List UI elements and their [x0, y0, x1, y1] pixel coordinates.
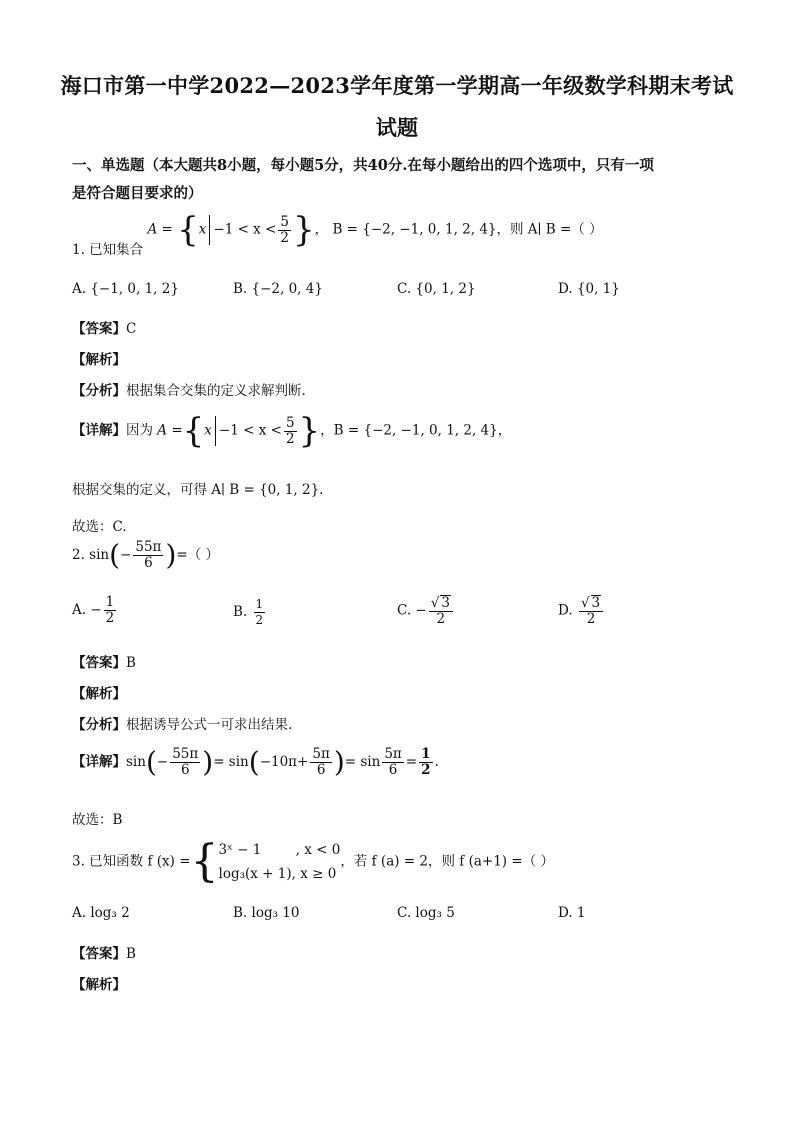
- q2-frac-num: 55π: [135, 539, 162, 555]
- q3-case1-cond: , x < 0: [295, 842, 341, 858]
- q1-setA-lhs: A =: [147, 221, 173, 238]
- q1-detail-setA-cond: −1 < x <: [218, 422, 282, 439]
- question-3-stem: 3. 已知函数 f (x) ={ 3ˣ − 1 , x < 0 log₃(x + 1), x ≥ 0 ，若 f (a) = 2，则 f (a+1) =（ ）: [72, 836, 554, 887]
- q2-option-d: D. $\frac{√ 3}{2}$: [558, 595, 605, 627]
- q1-tail: ，则 A∣ B =（ ）: [496, 221, 603, 238]
- q3-option-c: C. log₃ 5: [397, 905, 455, 921]
- q1-option-c: C. {0, 1, 2}: [397, 281, 476, 297]
- q3-answer-label: 【答案】: [72, 946, 126, 962]
- q2-detail-end: .: [434, 754, 439, 770]
- q1-option-d: D. {0, 1}: [558, 281, 620, 297]
- q2-detail-frac1-num: 55π: [172, 746, 199, 762]
- q3-case2-expr: log₃(x + 1),: [218, 866, 296, 882]
- question-2-stem: 2. sin(− $\frac{55\pi}{6}$ )=（ ）: [72, 538, 219, 572]
- q2-detail-frac1-den: 6: [180, 762, 190, 778]
- q1-detail-prefix: 因为: [126, 422, 153, 439]
- question-1-stem: 1. 已知集合 A = {x −1 < x < $\frac{5}{2}$ }， B = {−2, −1, 0, 1, 2, 4}，则 A∣ B =（ ）: [72, 210, 603, 258]
- q2-detail-frac3-num: 5π: [384, 746, 402, 762]
- q2-fenxi-label: 【分析】: [72, 717, 126, 733]
- q2-option-a-num: 1: [105, 594, 115, 610]
- q1-answer: [72, 317, 136, 337]
- q2-option-d-num: 3: [591, 595, 601, 611]
- q3-option-b: B. log₃ 10: [233, 905, 300, 921]
- q2-detail-frac2-den: 6: [316, 762, 326, 778]
- q2-option-d-den: 2: [586, 611, 596, 627]
- q2-option-a-den: 2: [105, 610, 115, 626]
- q1-detail-label: 【详解】: [72, 422, 126, 439]
- q3-prefix: 3. 已知函数 f (x) =: [72, 853, 191, 870]
- q1-detail-frac-num: 5: [285, 414, 295, 431]
- q2-option-b-den: 2: [255, 613, 264, 627]
- q3-case2-cond: x ≥ 0: [300, 866, 337, 882]
- q2-detail-eq1: = sin: [213, 754, 249, 770]
- q2-option-c-den: 2: [436, 611, 446, 627]
- section-heading-line2: 是符合题目要求的）: [72, 185, 203, 202]
- q2-detail-sin1: sin: [126, 754, 146, 770]
- q2-option-b: [233, 597, 267, 628]
- q1-analysis-label: 【解析】: [72, 352, 126, 368]
- q3-option-d: D. 1: [558, 905, 586, 921]
- q1-fenxi: [72, 379, 306, 399]
- q2-answer-value: B: [126, 655, 136, 671]
- q1-detail-setB: ，B = {−2, −1, 0, 1, 2, 4}，: [320, 422, 512, 439]
- q1-detail-line2: 根据交集的定义，可得 A∣ B = {0, 1, 2}.: [72, 482, 324, 498]
- q2-tail: =（ ）: [176, 547, 219, 563]
- q1-detail-setA-var: x: [204, 422, 212, 439]
- q2-option-d-label: D.: [558, 602, 573, 619]
- q1-detail: 【详解】因为 A ={x −1 < x < $\frac{5}{2}$ }，B = {−2, −1, 0, 1, 2, 4}，: [72, 411, 512, 451]
- q2-option-c-label: C. −: [397, 602, 427, 619]
- q1-sep: ，: [314, 221, 329, 238]
- q1-option-a: A. {−1, 0, 1, 2}: [72, 281, 179, 297]
- q2-detail-frac4-den: 2: [421, 762, 431, 778]
- q2-detail: 【详解】sin(− $\frac{55\pi}{6}$ )= sin(−10π+ $\frac{5\pi}{6}$ )= sin $\frac{5\pi}{6}$ = $\frac{1}{2}$ .: [72, 745, 439, 779]
- q2-option-a-label: A. −: [72, 602, 102, 618]
- q1-answer-label: 【答案】: [72, 321, 126, 337]
- q2-option-b-num: 1: [255, 597, 264, 611]
- q2-option-a: [72, 595, 118, 626]
- q1-answer-value: C: [126, 321, 137, 337]
- q3-option-a: A. log₃ 2: [72, 905, 130, 921]
- q2-fenxi: [72, 713, 292, 733]
- q2-detail-frac4-num: 1: [421, 746, 431, 762]
- q2-detail-eq3: =: [405, 754, 418, 770]
- q1-prefix: 1. 已知集合: [72, 241, 144, 258]
- q2-detail-frac3-den: 6: [388, 762, 398, 778]
- q3-case1-expr: 3ˣ − 1: [218, 842, 262, 858]
- exam-title-line2: 试题: [375, 115, 419, 140]
- q3-answer-value: B: [126, 946, 136, 962]
- q1-setA-var: x: [198, 221, 207, 238]
- q2-answer-label: 【答案】: [72, 655, 126, 671]
- q2-option-c: C. − $\frac{√ 3}{2}$: [397, 595, 455, 627]
- q2-frac-den: 6: [144, 555, 153, 571]
- q1-frac-num: 5: [280, 213, 289, 230]
- q2-detail-mid: −10π+: [259, 754, 309, 770]
- q2-option-b-label: B.: [233, 604, 248, 620]
- q1-fenxi-label: 【分析】: [72, 383, 126, 399]
- q2-answer: [72, 651, 136, 671]
- q1-setA-cond: −1 < x <: [213, 221, 277, 238]
- q1-fenxi-text: 根据集合交集的定义求解判断.: [126, 383, 306, 399]
- q1-option-b: B. {−2, 0, 4}: [233, 281, 323, 297]
- q1-setB: B = {−2, −1, 0, 1, 2, 4}: [332, 221, 497, 238]
- q2-option-c-num: 3: [441, 595, 450, 611]
- q2-detail-eq2: = sin: [344, 754, 381, 770]
- q2-detail-label: 【详解】: [72, 754, 126, 770]
- q2-fenxi-text: 根据诱导公式一可求出结果.: [126, 717, 293, 733]
- q2-detail-frac2-num: 5π: [312, 746, 330, 762]
- q1-choose: 故选：C.: [72, 519, 127, 535]
- q2-minus: −: [120, 547, 132, 563]
- q3-answer: [72, 942, 136, 962]
- q2-detail-minus: −: [156, 754, 169, 770]
- q2-analysis-label: 【解析】: [72, 686, 126, 702]
- q3-analysis-label: 【解析】: [72, 977, 126, 993]
- q2-choose: 故选：B: [72, 812, 123, 828]
- section-heading-line1: 一、单选题（本大题共8小题，每小题5分，共40分.在每小题给出的四个选项中，只有一项: [72, 157, 654, 174]
- q2-prefix: 2. sin: [72, 547, 110, 563]
- q1-frac-den: 2: [280, 229, 289, 246]
- exam-title-line1: 海口市第一中学2022—2023学年度第一学期高一年级数学科期末考试: [60, 73, 734, 98]
- q1-detail-setA-lhs: A =: [157, 422, 183, 439]
- q1-detail-frac-den: 2: [285, 430, 295, 447]
- q3-tail: ，若 f (a) = 2，则 f (a+1) =（ ）: [340, 853, 554, 870]
